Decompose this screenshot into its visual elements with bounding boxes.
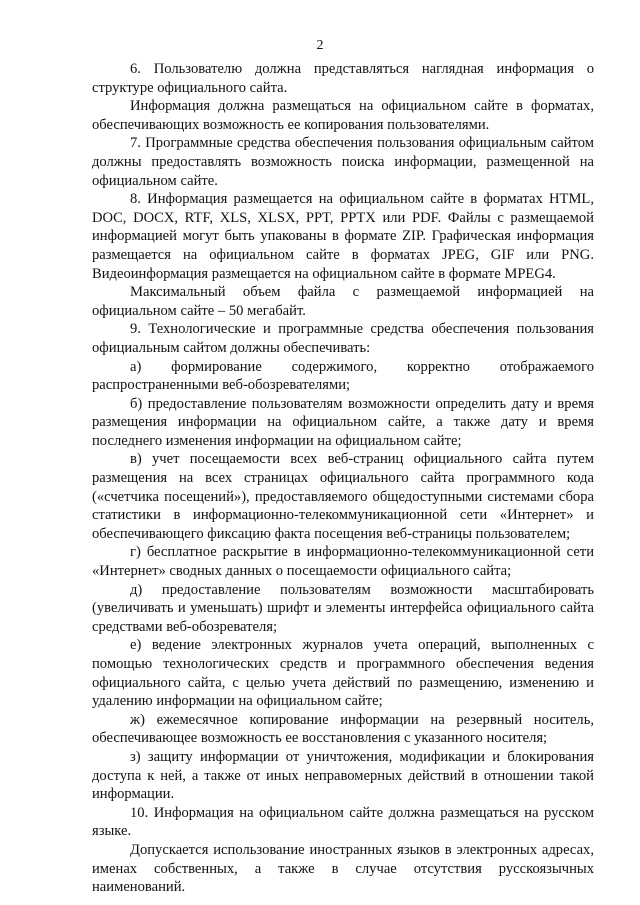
paragraph-6-formats: Информация должна размещаться на официальном сайте в форматах, обеспечивающих возможность ее копирования пользователями. (92, 98, 594, 133)
list-item-z: з) защиту информации от уничтожения, модификации и блокирования доступа к ней, а также от иных неправомерных действий в отношении такой информации. (92, 748, 594, 803)
list-item-zh: ж) ежемесячное копирование информации на резервный носитель, обеспечивающее возможность ее восстановления с указанного носителя; (92, 711, 594, 747)
paragraph-10-foreign-languages: Допускается использование иностранных языков в электронных адресах, именах собственных, а также в случае отсутствия русскоязычных наименований. (92, 841, 594, 896)
paragraph-9: 9. Технологические и программные средства обеспечения пользования официальным сайтом должны обеспечивать: (92, 321, 594, 356)
page-number: 2 (316, 38, 324, 53)
paragraph-8-max-size: Максимальный объем файла с размещаемой информацией на официальном сайте – 50 мегабайт. (92, 284, 594, 319)
document-body (92, 60, 594, 897)
paragraph-7: 7. Программные средства обеспечения пользования официальным сайтом должны предоставлять возможность поиска информации, размещенной на официальном сайте. (92, 135, 594, 189)
paragraph-10: 10. Информация на официальном сайте должна размещаться на русском языке. (92, 804, 594, 840)
list-item-b: б) предоставление пользователям возможности определить дату и время размещения информации на официальном сайте, а также дату и время последнего изменения информации на официальном сайте; (92, 395, 594, 449)
list-item-a: а) формирование содержимого, корректно отображаемого распространенными веб-обозревателями; (92, 358, 594, 394)
list-item-g: г) бесплатное раскрытие в информационно-телекоммуникационной сети «Интернет» сводных данных о посещаемости официального сайта; (92, 544, 594, 580)
list-item-d: д) предоставление пользователям возможности масштабировать (увеличивать и уменьшать) шрифт и элементы интерфейса официального сайта средствами веб-обозревателя; (92, 581, 594, 635)
list-item-v: в) учет посещаемости всех веб-страниц официального сайта путем размещения на всех страницах официального сайта программного кода («счетчика посещений»), предоставляемого общедоступными системами сбора статистики в информационно-телекоммуникационной сети «Интернет» и обеспечивающего фиксацию факта посещения веб-страницы пользователем; (92, 451, 594, 542)
paragraph-8: 8. Информация размещается на официальном сайте в форматах HTML, DOC, DOCX, RTF, XLS, XLSX, PPT, PPTX или PDF. Файлы с размещаемой информацией могут быть упакованы в формате ZIP. Графическая информация размещается на официальном сайте в форматах JPEG, GIF или PNG. Видеоинформация размещается на официальном сайте в формате MPEG4. (92, 191, 594, 282)
list-item-e: е) ведение электронных журналов учета операций, выполненных с помощью технологических средств и программного обеспечения ведения официального сайта, с целью учета действий по размещению, изменению и удалению информации на официальном сайте; (92, 637, 594, 710)
paragraph-6: 6. Пользователю должна представляться наглядная информация о структуре официального сайта. (92, 61, 594, 96)
